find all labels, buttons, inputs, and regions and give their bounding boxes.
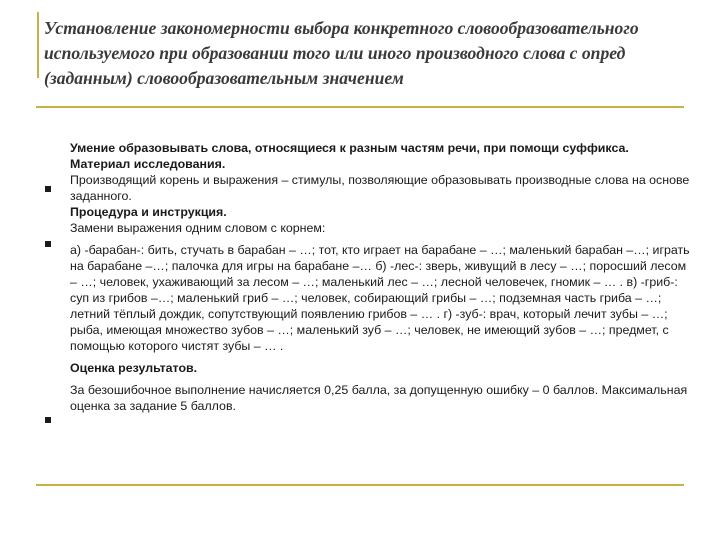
top-divider — [36, 106, 684, 108]
slide-body — [70, 140, 692, 414]
title-frame-line — [37, 12, 39, 78]
slide-title — [44, 16, 720, 106]
square-bullet-icon — [45, 417, 51, 423]
intro-text: Умение образовывать слова, относящиеся к разным частям речи, при помощи суффикса. — [70, 141, 629, 155]
material-text: Производящий корень и выражения – стимулы, позволяющие образовывать производные слова на основе заданного. — [70, 173, 690, 203]
bottom-divider — [36, 484, 684, 486]
title-line-1: Установление закономерности выбора конкретного словообразовательного — [44, 18, 639, 38]
title-line-3: (заданным) словообразовательным значением — [44, 68, 404, 88]
procedure-examples: а) -барабан-: бить, стучать в барабан – …; тот, кто играет на барабане – …; маленький барабан –…; играть на барабане –…; палочка для игры на барабане –… б) -лес-: зверь, живущий в лесу – …; поросший лесом – …; человек, ухаживающий за лесом – …; маленький лес – …; лесной человечек, гномик – … . в) -гриб-: суп из грибов –…; маленький гриб – …; человек, собирающий грибы – …; подземная часть гриба – …; летний тёплый дождик, сопутствующий появлению грибов – … . г) -зуб-: врач, который лечит зубы – …; рыба, имеющая множество зубов – …; маленький зуб – …; человек, не имеющий зубов – …; предмет, с помощью которого чистят зубы – … . — [70, 243, 690, 353]
title-line-2: используемого при образовании того или иного производного слова с опред — [44, 43, 626, 63]
square-bullet-icon — [45, 241, 51, 247]
procedure-instruction: Замени выражения одним словом с корнем: — [70, 221, 326, 235]
material-heading: Материал исследования. — [70, 157, 226, 171]
procedure-heading: Процедура и инструкция. — [70, 205, 227, 219]
evaluation-text: За безошибочное выполнение начисляется 0,25 балла, за допущенную ошибку – 0 баллов. Максимальная оценка за задание 5 баллов. — [70, 383, 688, 413]
square-bullet-icon — [45, 186, 51, 192]
evaluation-heading: Оценка результатов. — [70, 361, 198, 375]
